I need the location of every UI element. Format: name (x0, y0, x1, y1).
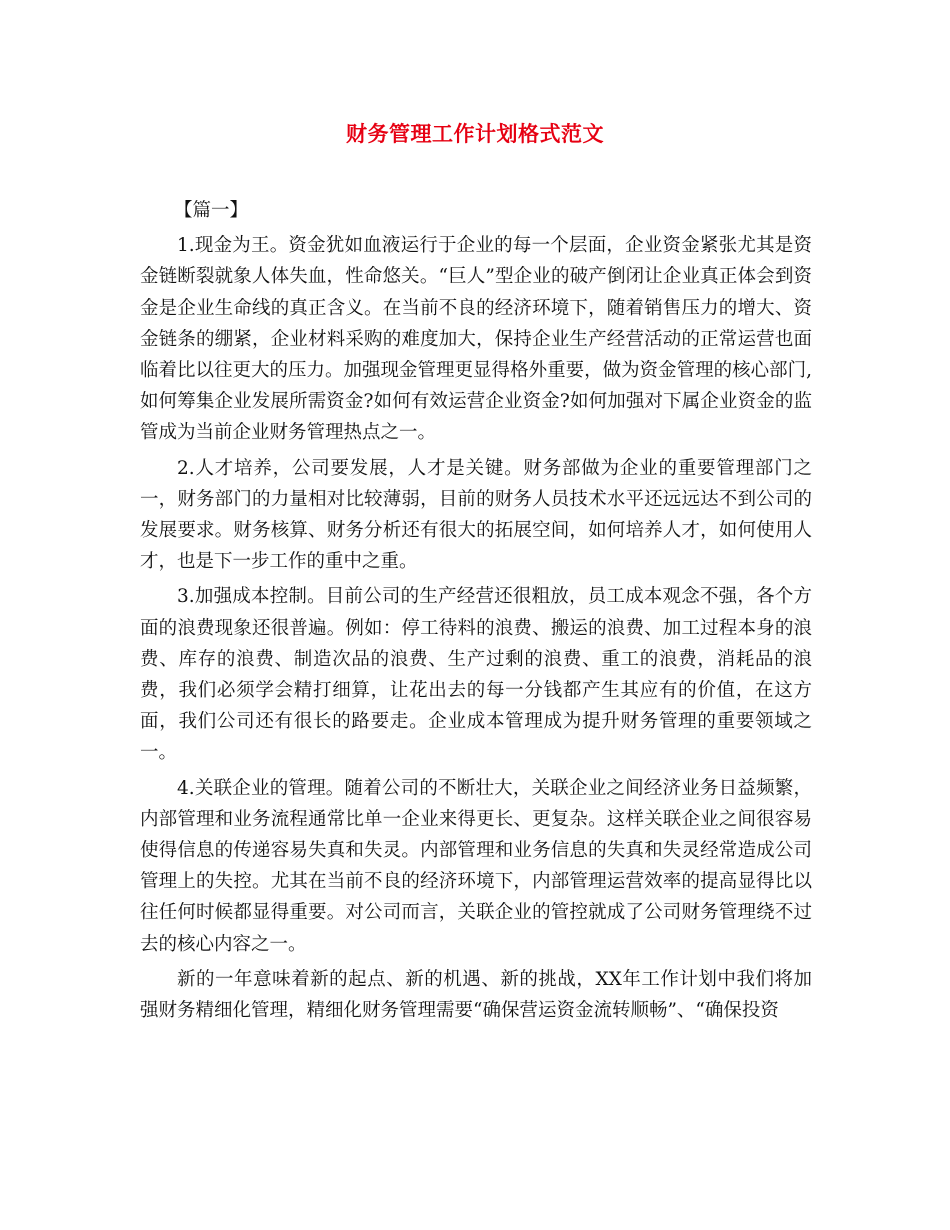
paragraph-1: 1.现金为王。资金犹如血液运行于企业的每一个层面，企业资金紧张尤其是资金链断裂就象人体失血，性命悠关。“巨人”型企业的破产倒闭让企业真正体会到资金是企业生命线的真正含义。在当前不良的经济环境下，随着销售压力的增大、资金链条的绷紧，企业材料采购的难度加大，保持企业生产经营活动的正常运营也面临着比以往更大的压力。加强现金管理更显得格外重要，做为资金管理的核心部门,如何筹集企业发展所需资金?如何有效运营企业资金?如何加强对下属企业资金的监管成为当前企业财务管理热点之一。 (140, 235, 812, 444)
paragraph-5: 新的一年意味着新的起点、新的机遇、新的挑战，XX年工作计划中我们将加强财务精细化管理，精细化财务管理需要“确保营运资金流转顺畅”、“确保投资 (140, 968, 812, 1022)
document-title: 财务管理工作计划格式范文 (346, 121, 604, 146)
paragraph-4: 4.关联企业的管理。随着公司的不断壮大，关联企业之间经济业务日益频繁，内部管理和业务流程通常比单一企业来得更长、更复杂。这样关联企业之间很容易使得信息的传递容易失真和失灵。内部管理和业务信息的失真和失灵经常造成公司管理上的失控。尤其在当前不良的经济环境下，内部管理运营效率的提高显得比以往任何时候都显得重要。对公司而言，关联企业的管控就成了公司财务管理绕不过去的核心内容之一。 (140, 777, 812, 955)
section-label: 【篇一】 (174, 200, 249, 221)
document-body (140, 195, 812, 1030)
paragraph-3: 3.加强成本控制。目前公司的生产经营还很粗放，员工成本观念不强，各个方面的浪费现象还很普遍。例如：停工待料的浪费、搬运的浪费、加工过程本身的浪费、库存的浪费、制造次品的浪费、生产过剩的浪费、重工的浪费，消耗品的浪费，我们必须学会精打细算，让花出去的每一分钱都产生其应有的价值，在这方面，我们公司还有很长的路要走。企业成本管理成为提升财务管理的重要领域之一。 (140, 586, 812, 764)
paragraph-2: 2.人才培养，公司要发展，人才是关键。财务部做为企业的重要管理部门之一，财务部门的力量相对比较薄弱，目前的财务人员技术水平还远远达不到公司的发展要求。财务核算、财务分析还有很大的拓展空间，如何培养人才，如何使用人才，也是下一步工作的重中之重。 (140, 457, 812, 573)
